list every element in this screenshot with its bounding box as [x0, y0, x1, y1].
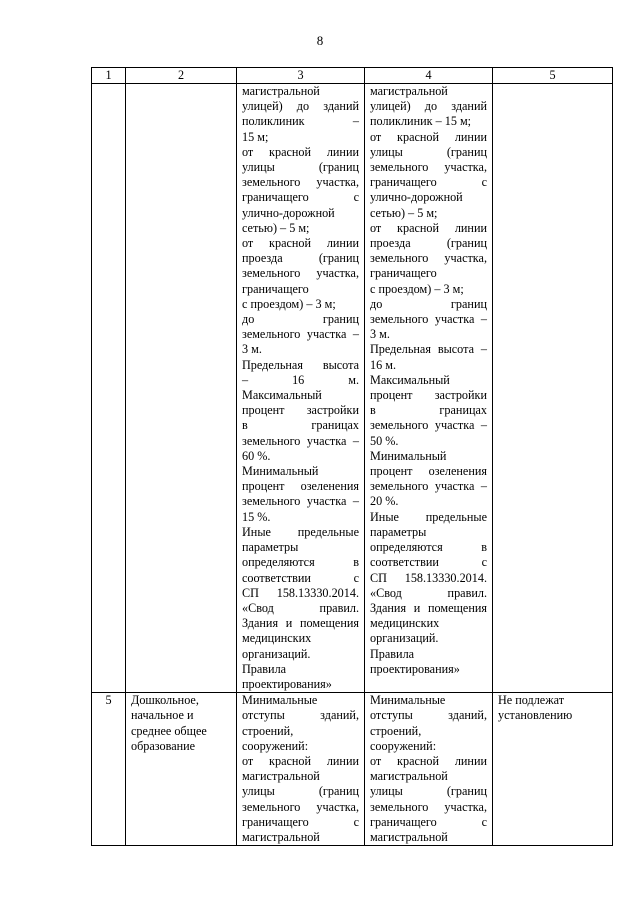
parameters-cell-col3: [237, 84, 365, 693]
cell-text-line: Иные предельные: [242, 524, 359, 539]
table-row: [92, 84, 613, 693]
cell-text-line: установлению: [498, 708, 573, 723]
cell-text-line: до границ: [242, 312, 359, 327]
cell-text-line: земельного участка –: [370, 479, 487, 494]
cell-text-line: определяются в: [370, 540, 487, 555]
cell-text-line: земельного участка,: [370, 251, 487, 266]
table-header-row: [92, 68, 613, 84]
cell-text-line: проектирования»: [242, 676, 332, 691]
cell-text-line: соответствии с: [242, 570, 359, 585]
cell-text-line: улично-дорожной: [242, 205, 335, 220]
cell-text-line: земельного участка,: [242, 175, 359, 190]
regulations-table: [91, 67, 613, 846]
cell-text-line: 16 м.: [370, 357, 396, 372]
cell-text-line: с проездом) – 3 м;: [242, 296, 336, 311]
cell-text-line: Предельная высота –: [370, 342, 487, 357]
cell-text-line: Дошкольное,: [131, 693, 199, 708]
cell-text-line: улицы (границ: [370, 144, 487, 159]
cell-text-line: определяются в: [242, 555, 359, 570]
cell-text-line: магистральной: [370, 769, 448, 784]
row-number-cell: [92, 84, 126, 693]
cell-text-line: Здания и помещения: [242, 616, 359, 631]
cell-text-line: Предельная высота: [242, 357, 359, 372]
cell-text-line: земельного участка –: [242, 327, 359, 342]
cell-text-line: улицей) до зданий: [242, 99, 359, 114]
cell-text-line: процент застройки: [370, 388, 487, 403]
use-type-cell: [126, 84, 237, 693]
cell-text-line: сооружений:: [370, 738, 437, 753]
cell-text-line: от красной линии: [242, 144, 359, 159]
cell-text-line: медицинских: [242, 631, 312, 646]
cell-text-line: поликлиник – 15 м;: [370, 114, 472, 129]
cell-text-line: поликлиник –: [242, 114, 359, 129]
cell-text-line: проектирования»: [370, 661, 460, 676]
cell-text-line: строений,: [370, 723, 422, 738]
cell-text-line: организаций.: [242, 646, 311, 661]
cell-text-line: Минимальный: [242, 464, 319, 479]
cell-text-line: от красной линии: [242, 753, 359, 768]
cell-text-line: процент озеленения: [242, 479, 359, 494]
cell-text-line: земельного участка –: [242, 433, 359, 448]
cell-text-line: сетью) – 5 м;: [370, 205, 438, 220]
parameters-cell-col4: [365, 84, 493, 693]
cell-text-line: 50 %.: [370, 433, 399, 448]
header-cell-3: 3: [237, 68, 365, 84]
cell-text-line: улицы (границ: [242, 784, 359, 799]
cell-text-line: земельного участка,: [242, 799, 359, 814]
header-cell-1: 1: [92, 68, 126, 84]
header-cell-5: 5: [493, 68, 613, 84]
cell-text-line: – 16 м.: [242, 372, 359, 387]
cell-text-line: Минимальные: [370, 693, 446, 708]
cell-text-line: земельного участка,: [370, 160, 487, 175]
cell-text-line: организаций.: [370, 631, 439, 646]
cell-text-line: земельного участка –: [370, 312, 487, 327]
cell-text-line: от красной линии: [370, 220, 487, 235]
cell-text-line: Не подлежат: [498, 693, 565, 708]
cell-text-line: процент застройки: [242, 403, 359, 418]
cell-text-line: от красной линии: [370, 753, 487, 768]
cell-text-line: параметры: [370, 524, 427, 539]
cell-text-line: СП 158.13330.2014.: [242, 585, 359, 600]
cell-text-line: от красной линии: [242, 236, 359, 251]
cell-text-line: Иные предельные: [370, 509, 487, 524]
cell-text-line: граничащего с: [370, 175, 487, 190]
header-cell-2: 2: [126, 68, 237, 84]
cell-text-line: граничащего с: [242, 190, 359, 205]
table-row: [92, 693, 613, 846]
cell-text-line: «Свод правил.: [370, 585, 487, 600]
notes-cell: [493, 693, 613, 846]
cell-text-line: Максимальный: [242, 388, 322, 403]
use-type-cell: [126, 693, 237, 846]
cell-text-line: среднее общее: [131, 723, 207, 738]
cell-text-line: от красной линии: [370, 129, 487, 144]
cell-text-line: Минимальные: [242, 693, 318, 708]
cell-text-line: сетью) – 5 м;: [242, 220, 310, 235]
notes-cell: [493, 84, 613, 693]
cell-text-line: магистральной: [242, 829, 320, 844]
cell-text-line: магистральной: [370, 829, 448, 844]
parameters-cell-col3: [237, 693, 365, 846]
cell-text-line: 20 %.: [370, 494, 399, 509]
cell-text-line: 3 м.: [370, 327, 390, 342]
cell-text-line: магистральной: [370, 84, 448, 98]
cell-text-line: проезда (границ: [242, 251, 359, 266]
cell-text-line: улицей) до зданий: [370, 99, 487, 114]
cell-text-line: параметры: [242, 540, 299, 555]
cell-text-line: отступы зданий,: [242, 708, 359, 723]
cell-text-line: начальное и: [131, 708, 194, 723]
cell-text-line: земельного участка –: [242, 494, 359, 509]
cell-text-line: магистральной: [242, 84, 320, 98]
cell-text-line: Минимальный: [370, 448, 447, 463]
cell-text-line: сооружений:: [242, 738, 309, 753]
cell-text-line: граничащего: [242, 281, 309, 296]
cell-text-line: граничащего: [370, 266, 437, 281]
cell-text-line: улично-дорожной: [370, 190, 463, 205]
cell-text-line: улицы (границ: [370, 784, 487, 799]
cell-text-line: 60 %.: [242, 448, 271, 463]
cell-text-line: 3 м.: [242, 342, 262, 357]
cell-text-line: в границах: [242, 418, 359, 433]
cell-text-line: в границах: [370, 403, 487, 418]
cell-text-line: Правила: [242, 661, 287, 676]
cell-text-line: с проездом) – 3 м;: [370, 281, 464, 296]
cell-text-line: земельного участка –: [370, 418, 487, 433]
cell-text-line: граничащего с: [370, 814, 487, 829]
cell-text-line: строений,: [242, 723, 294, 738]
cell-text-line: «Свод правил.: [242, 600, 359, 615]
parameters-cell-col4: [365, 693, 493, 846]
cell-text-line: соответствии с: [370, 555, 487, 570]
cell-text-line: СП 158.13330.2014.: [370, 570, 487, 585]
cell-text-line: 15 %.: [242, 509, 271, 524]
cell-text-line: процент озеленения: [370, 464, 487, 479]
cell-text-line: до границ: [370, 296, 487, 311]
cell-text-line: 15 м;: [242, 129, 269, 144]
cell-text-line: граничащего с: [242, 814, 359, 829]
cell-text-line: земельного участка,: [242, 266, 359, 281]
cell-text-line: земельного участка,: [370, 799, 487, 814]
cell-text-line: проезда (границ: [370, 236, 487, 251]
cell-text-line: магистральной: [242, 769, 320, 784]
cell-text-line: отступы зданий,: [370, 708, 487, 723]
cell-text-line: Правила: [370, 646, 415, 661]
cell-text-line: медицинских: [370, 616, 440, 631]
row-number-cell: 5: [92, 693, 126, 846]
header-cell-4: 4: [365, 68, 493, 84]
cell-text-line: улицы (границ: [242, 160, 359, 175]
cell-text-line: Максимальный: [370, 372, 450, 387]
page-number: 8: [316, 33, 324, 48]
cell-text-line: образование: [131, 738, 196, 753]
cell-text-line: Здания и помещения: [370, 600, 487, 615]
